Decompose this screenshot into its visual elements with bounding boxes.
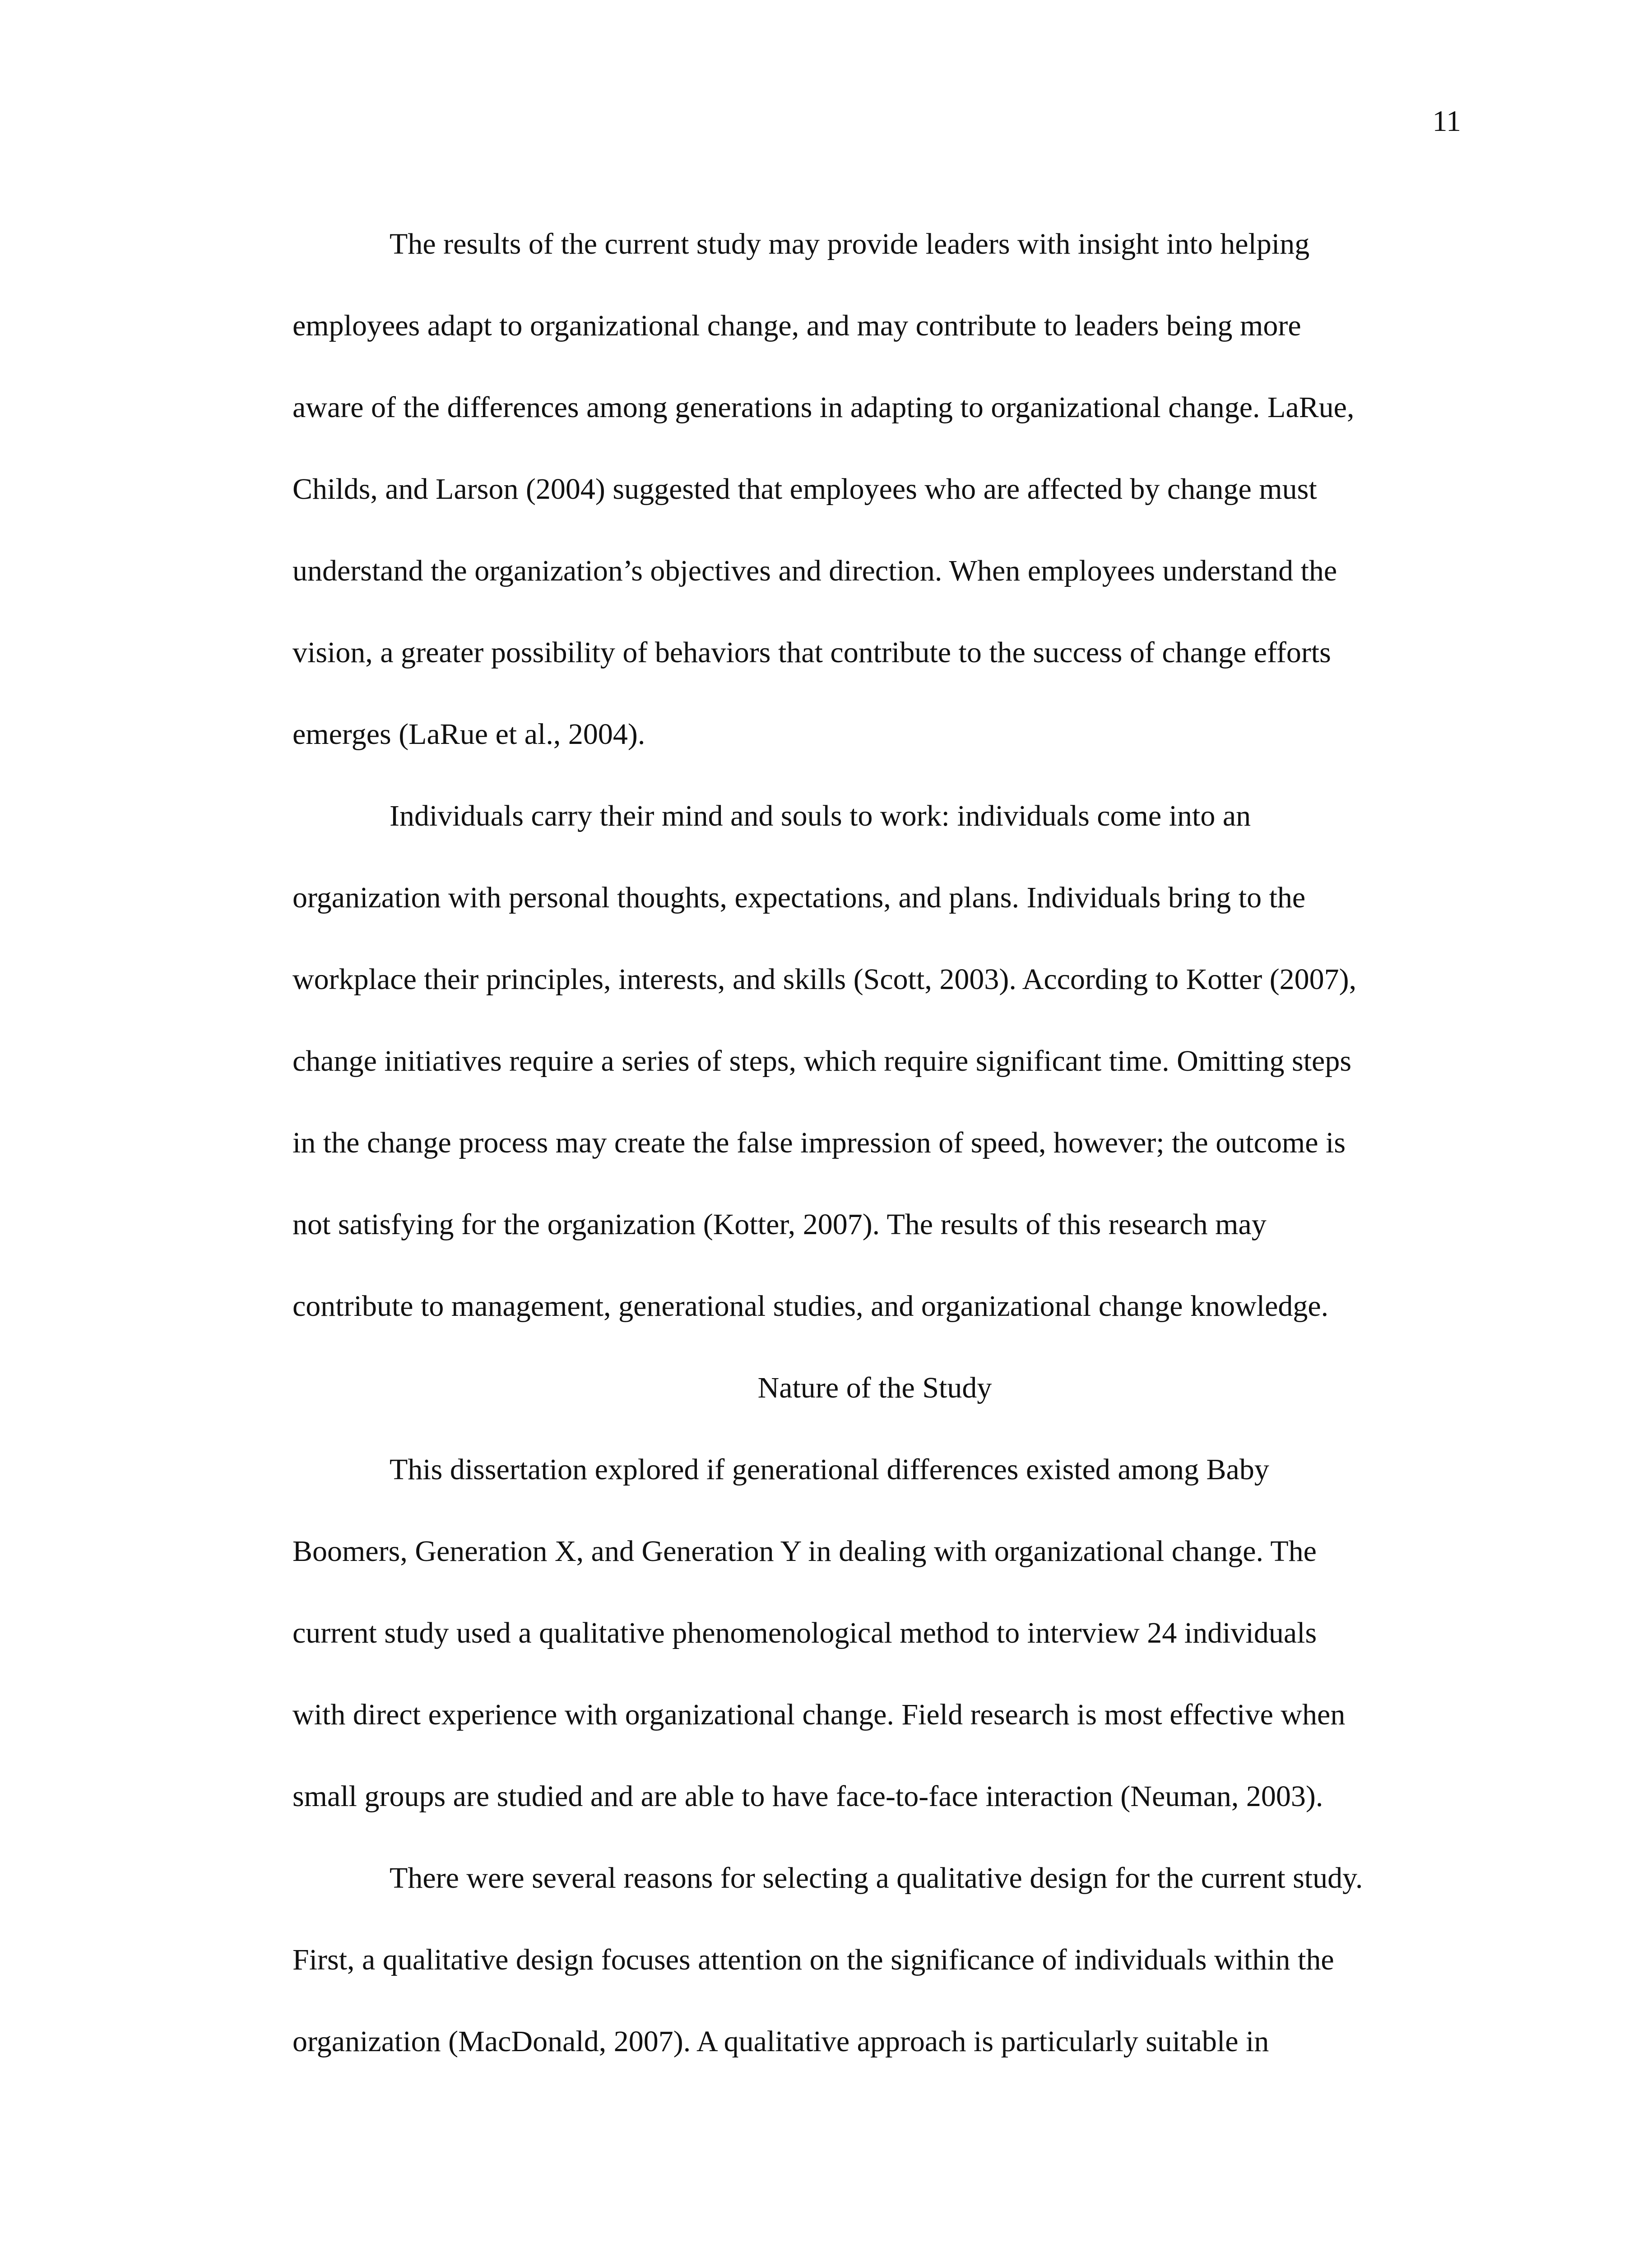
paragraph-line: current study used a qualitative phenomenological method to interview 24 individuals	[292, 1616, 1317, 1649]
paragraph-line: change initiatives require a series of steps, which require significant time. Omitting steps	[292, 1045, 1352, 1077]
body-text	[292, 203, 1457, 2082]
paragraph-line: The results of the current study may provide leaders with insight into helping	[390, 228, 1310, 260]
section-heading: Nature of the Study	[757, 1371, 992, 1404]
paragraph-line: organization with personal thoughts, expectations, and plans. Individuals bring to the	[292, 881, 1306, 914]
page-number: 11	[1432, 105, 1461, 138]
paragraph-line: vision, a greater possibility of behaviors that contribute to the success of change efforts	[292, 636, 1331, 669]
paragraph-line: This dissertation explored if generational differences existed among Baby	[390, 1453, 1269, 1486]
paragraph-line: with direct experience with organizational change. Field research is most effective when	[292, 1698, 1346, 1731]
paragraph-line: contribute to management, generational studies, and organizational change knowledge.	[292, 1290, 1329, 1323]
paragraph-line: Individuals carry their mind and souls to work: individuals come into an	[390, 799, 1251, 832]
paragraph-line: workplace their principles, interests, and skills (Scott, 2003). According to Kotter (2007),	[292, 963, 1357, 996]
paragraph-line: understand the organization’s objectives and direction. When employees understand the	[292, 554, 1337, 587]
paragraph-line: aware of the differences among generations in adapting to organizational change. LaRue,	[292, 391, 1355, 424]
paragraph-line: Boomers, Generation X, and Generation Y in dealing with organizational change. The	[292, 1535, 1317, 1568]
paragraph-line: employees adapt to organizational change, and may contribute to leaders being more	[292, 309, 1301, 342]
paragraph-line: organization (MacDonald, 2007). A qualitative approach is particularly suitable in	[292, 2025, 1269, 2058]
paragraph-line: emerges (LaRue et al., 2004).	[292, 718, 645, 751]
paragraph-line: small groups are studied and are able to have face-to-face interaction (Neuman, 2003).	[292, 1780, 1323, 1813]
paragraph-line: Childs, and Larson (2004) suggested that employees who are affected by change must	[292, 473, 1317, 506]
paragraph-line: First, a qualitative design focuses attention on the significance of individuals within the	[292, 1943, 1334, 1976]
paragraph-line: in the change process may create the false impression of speed, however; the outcome is	[292, 1126, 1346, 1159]
paragraph-line: There were several reasons for selecting a qualitative design for the current study.	[390, 1862, 1363, 1895]
paragraph-line: not satisfying for the organization (Kotter, 2007). The results of this research may	[292, 1208, 1267, 1241]
